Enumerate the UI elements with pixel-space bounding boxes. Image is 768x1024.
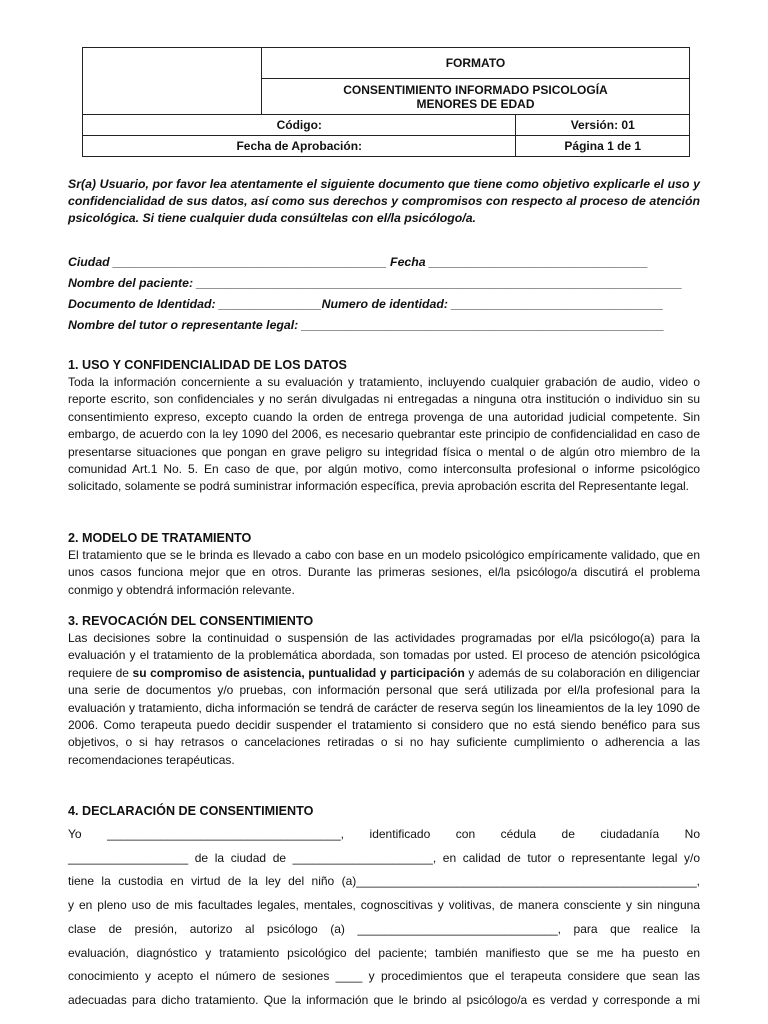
section-3-body	[68, 630, 700, 769]
section-1-body: Toda la información concerniente a su evaluación y tratamiento, incluyendo cualquier grabación de audio, video o reporte escrito, son confidenciales y no serán divulgadas ni entregadas a ninguna otra institución o individuo sin su consentimiento expreso, excepto cuando la orden de entrega provenga de una autoridad judicial competente. Sin embargo, de acuerdo con la ley 1090 del 2006, es necesario quebrantar este principio de confidencialidad en caso de presentarse situaciones que pongan en grave peligro su integridad física o mental o de algún otro miembro de la comunidad Art.1 No. 5. En caso de que, por algún motivo, como interconsulta profesional o informe psicológico solicitado, solamente se podrá suministrar información específica, previa aprobación escrita del Representante legal.	[68, 375, 700, 494]
declaration-line: evaluación, diagnóstico y tratamiento psicológico del paciente; también manifiesto que se me ha puesto en	[68, 945, 700, 960]
section-4-title: 4. DECLARACIÓN DE CONSENTIMIENTO	[68, 804, 314, 818]
declaration-line: adecuadas para dicho tratamiento. Que la información que le brindo al psicólogo/a es verdad y corresponde a mi	[68, 992, 700, 1007]
title-line-1: CONSENTIMIENTO INFORMADO PSICOLOGÍA	[343, 82, 608, 97]
fecha-aprobacion-cell: Fecha de Aprobación:	[83, 136, 516, 157]
paciente-field: Nombre del paciente: _______________________________________________________________________	[68, 276, 683, 290]
title-line-2: MENORES DE EDAD	[416, 96, 535, 111]
section-2-title: 2. MODELO DE TRATAMIENTO	[68, 531, 252, 545]
declaration-line: clase de presión, autorizo al psicólogo (a) ______________________________, para que realice la	[68, 921, 700, 936]
section-3-text-a: Las decisiones sobre la continuidad o suspensión de las actividades programadas por el/la psicólogo(a) para la evaluación y el tratamiento de la problemática abordada, son tomadas por usted. El proceso de atención psicológica requiere de	[68, 631, 700, 680]
declaration-line: conocimiento y acepto el número de sesiones ____ y procedimientos que el terapeuta considere que sean las	[68, 969, 700, 984]
header-table	[82, 47, 690, 157]
version-cell: Versión: 01	[516, 115, 690, 136]
title-cell	[262, 79, 690, 115]
codigo-cell: Código:	[83, 115, 516, 136]
declaration-line: y en pleno uso de mis facultades legales, mentales, cognoscitivas y volitivas, de manera consciente y sin ninguna	[68, 898, 700, 913]
section-3-bold-text: su compromiso de asistencia, puntualidad y participación	[132, 665, 465, 680]
section-4-body	[68, 823, 700, 1013]
tutor-field: Nombre del tutor o representante legal: _____________________________________________________	[68, 318, 665, 332]
logo-cell	[83, 48, 262, 115]
formato-cell: FORMATO	[262, 48, 690, 79]
ciudad-fecha-field: Ciudad ________________________________________ Fecha ________________________________	[68, 255, 648, 269]
section-3-title: 3. REVOCACIÓN DEL CONSENTIMIENTO	[68, 614, 314, 628]
declaration-line: tiene la custodia en virtud de la ley del niño (a)___________________________________________________,	[68, 874, 700, 889]
declaration-line: Yo ___________________________________, identificado con cédula de ciudadanía No	[68, 827, 700, 841]
declaration-line: __________________ de la ciudad de _____________________, en calidad de tutor o representante legal y/o	[68, 850, 700, 865]
section-2-body: El tratamiento que se le brinda es llevado a cabo con base en un modelo psicológico empíricamente validado, que en unos casos funciona mejor que en otros. Durante las primeras sesiones, el/la psicólogo/a discutirá el problema conmigo y obtendrá información relevante.	[68, 548, 700, 597]
section-3-text-b: y además de su colaboración en diligenciar una serie de documentos y/o pruebas, con información personal que será utilizada por el/la profesional para la evaluación y tratamiento, dicha información se tendrá de carácter de reserva según los lineamientos de la ley 1090 de 2006. Como terapeuta puedo decidir suspender el tratamiento si considero que no está siendo benéfico para sus objetivos, o si hay retrasos o cancelaciones retiradas o si no hay suficiente cumplimiento o adherencia a las recomendaciones terapéuticas.	[68, 665, 700, 767]
documento-field: Documento de Identidad: _______________Numero de identidad: _______________________________	[68, 297, 664, 311]
section-1-title: 1. USO Y CONFIDENCIALIDAD DE LOS DATOS	[68, 358, 347, 372]
intro-text: Sr(a) Usuario, por favor lea atentamente el siguiente documento que tiene como objetivo explicarle el uso y confidencialidad de sus datos, así como sus derechos y compromisos con respecto al proceso de atención psicológica. Si tiene cualquier duda consúltelas con el/la psicólogo/a.	[68, 177, 700, 225]
pagina-cell: Página 1 de 1	[516, 136, 690, 157]
